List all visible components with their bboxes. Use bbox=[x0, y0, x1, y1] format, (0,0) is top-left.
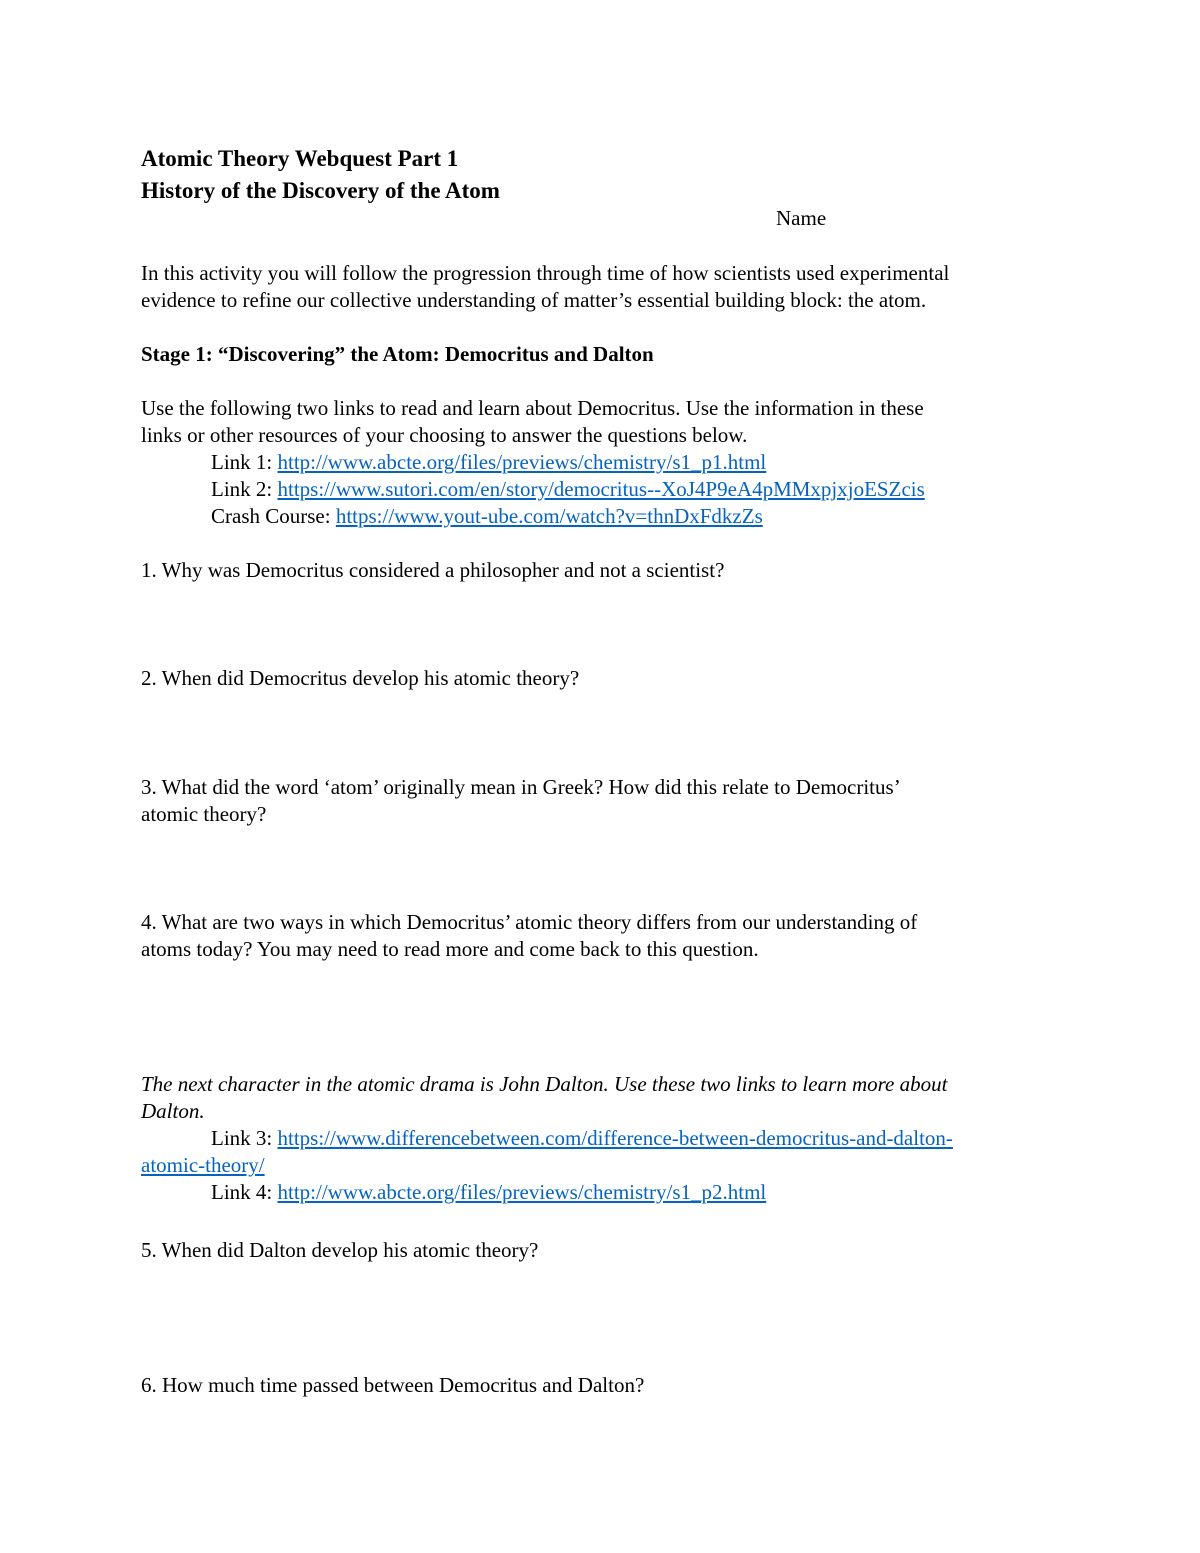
question-2: 2. When did Democritus develop his atomic theory? bbox=[141, 666, 580, 690]
link-2-label: Link 2: bbox=[211, 477, 278, 501]
link-3-url[interactable]: https://www.differencebetween.com/difference-between-democritus-and-dalton- bbox=[277, 1126, 953, 1150]
link-4-label: Link 4: bbox=[211, 1180, 278, 1204]
crash-course-url[interactable]: https://www.yout-ube.com/watch?v=thnDxFdkzZs bbox=[335, 504, 763, 528]
link-2-url[interactable]: https://www.sutori.com/en/story/democritus--XoJ4P9eA4pMMxpjxjoESZcis bbox=[277, 477, 925, 501]
link-1-url[interactable]: http://www.abcte.org/files/previews/chemistry/s1_p1.html bbox=[277, 450, 767, 474]
document-subtitle: History of the Discovery of the Atom bbox=[141, 178, 500, 203]
link-2-row bbox=[141, 476, 1131, 503]
question-6: 6. How much time passed between Democritus and Dalton? bbox=[141, 1373, 645, 1397]
link-4-url[interactable]: http://www.abcte.org/files/previews/chemistry/s1_p2.html bbox=[277, 1180, 767, 1204]
question-4-line-1: 4. What are two ways in which Democritus’ atomic theory differs from our understanding of bbox=[141, 910, 918, 934]
document-title: Atomic Theory Webquest Part 1 bbox=[141, 146, 459, 171]
stage1-instructions-line-1: Use the following two links to read and learn about Democritus. Use the information in these bbox=[141, 396, 924, 420]
question-4-line-2: atoms today? You may need to read more and come back to this question. bbox=[141, 937, 759, 961]
crash-course-row bbox=[141, 503, 1131, 530]
link-3-continuation-row bbox=[141, 1152, 1061, 1179]
dalton-intro-line-2: Dalton. bbox=[141, 1099, 205, 1123]
dalton-intro-line-1: The next character in the atomic drama is John Dalton. Use these two links to learn more about bbox=[141, 1072, 948, 1096]
link-3-row bbox=[141, 1125, 1131, 1152]
question-3-line-2: atomic theory? bbox=[141, 802, 267, 826]
link-1-label: Link 1: bbox=[211, 450, 278, 474]
question-1: 1. Why was Democritus considered a philosopher and not a scientist? bbox=[141, 558, 725, 582]
question-3-line-1: 3. What did the word ‘atom’ originally mean in Greek? How did this relate to Democritus’ bbox=[141, 775, 901, 799]
crash-course-label: Crash Course: bbox=[211, 504, 336, 528]
link-3-label: Link 3: bbox=[211, 1126, 278, 1150]
stage1-instructions-line-2: links or other resources of your choosing to answer the questions below. bbox=[141, 423, 748, 447]
link-4-row bbox=[141, 1179, 1131, 1206]
name-label: Name bbox=[776, 206, 827, 230]
intro-line-1: In this activity you will follow the progression through time of how scientists used experimental bbox=[141, 261, 950, 285]
stage1-heading: Stage 1: “Discovering” the Atom: Democritus and Dalton bbox=[141, 342, 654, 366]
question-5: 5. When did Dalton develop his atomic theory? bbox=[141, 1238, 539, 1262]
link-1-row bbox=[141, 449, 1131, 476]
intro-line-2: evidence to refine our collective understanding of matter’s essential building block: the atom. bbox=[141, 288, 927, 312]
link-3-url-continuation[interactable]: atomic-theory/ bbox=[141, 1153, 265, 1177]
